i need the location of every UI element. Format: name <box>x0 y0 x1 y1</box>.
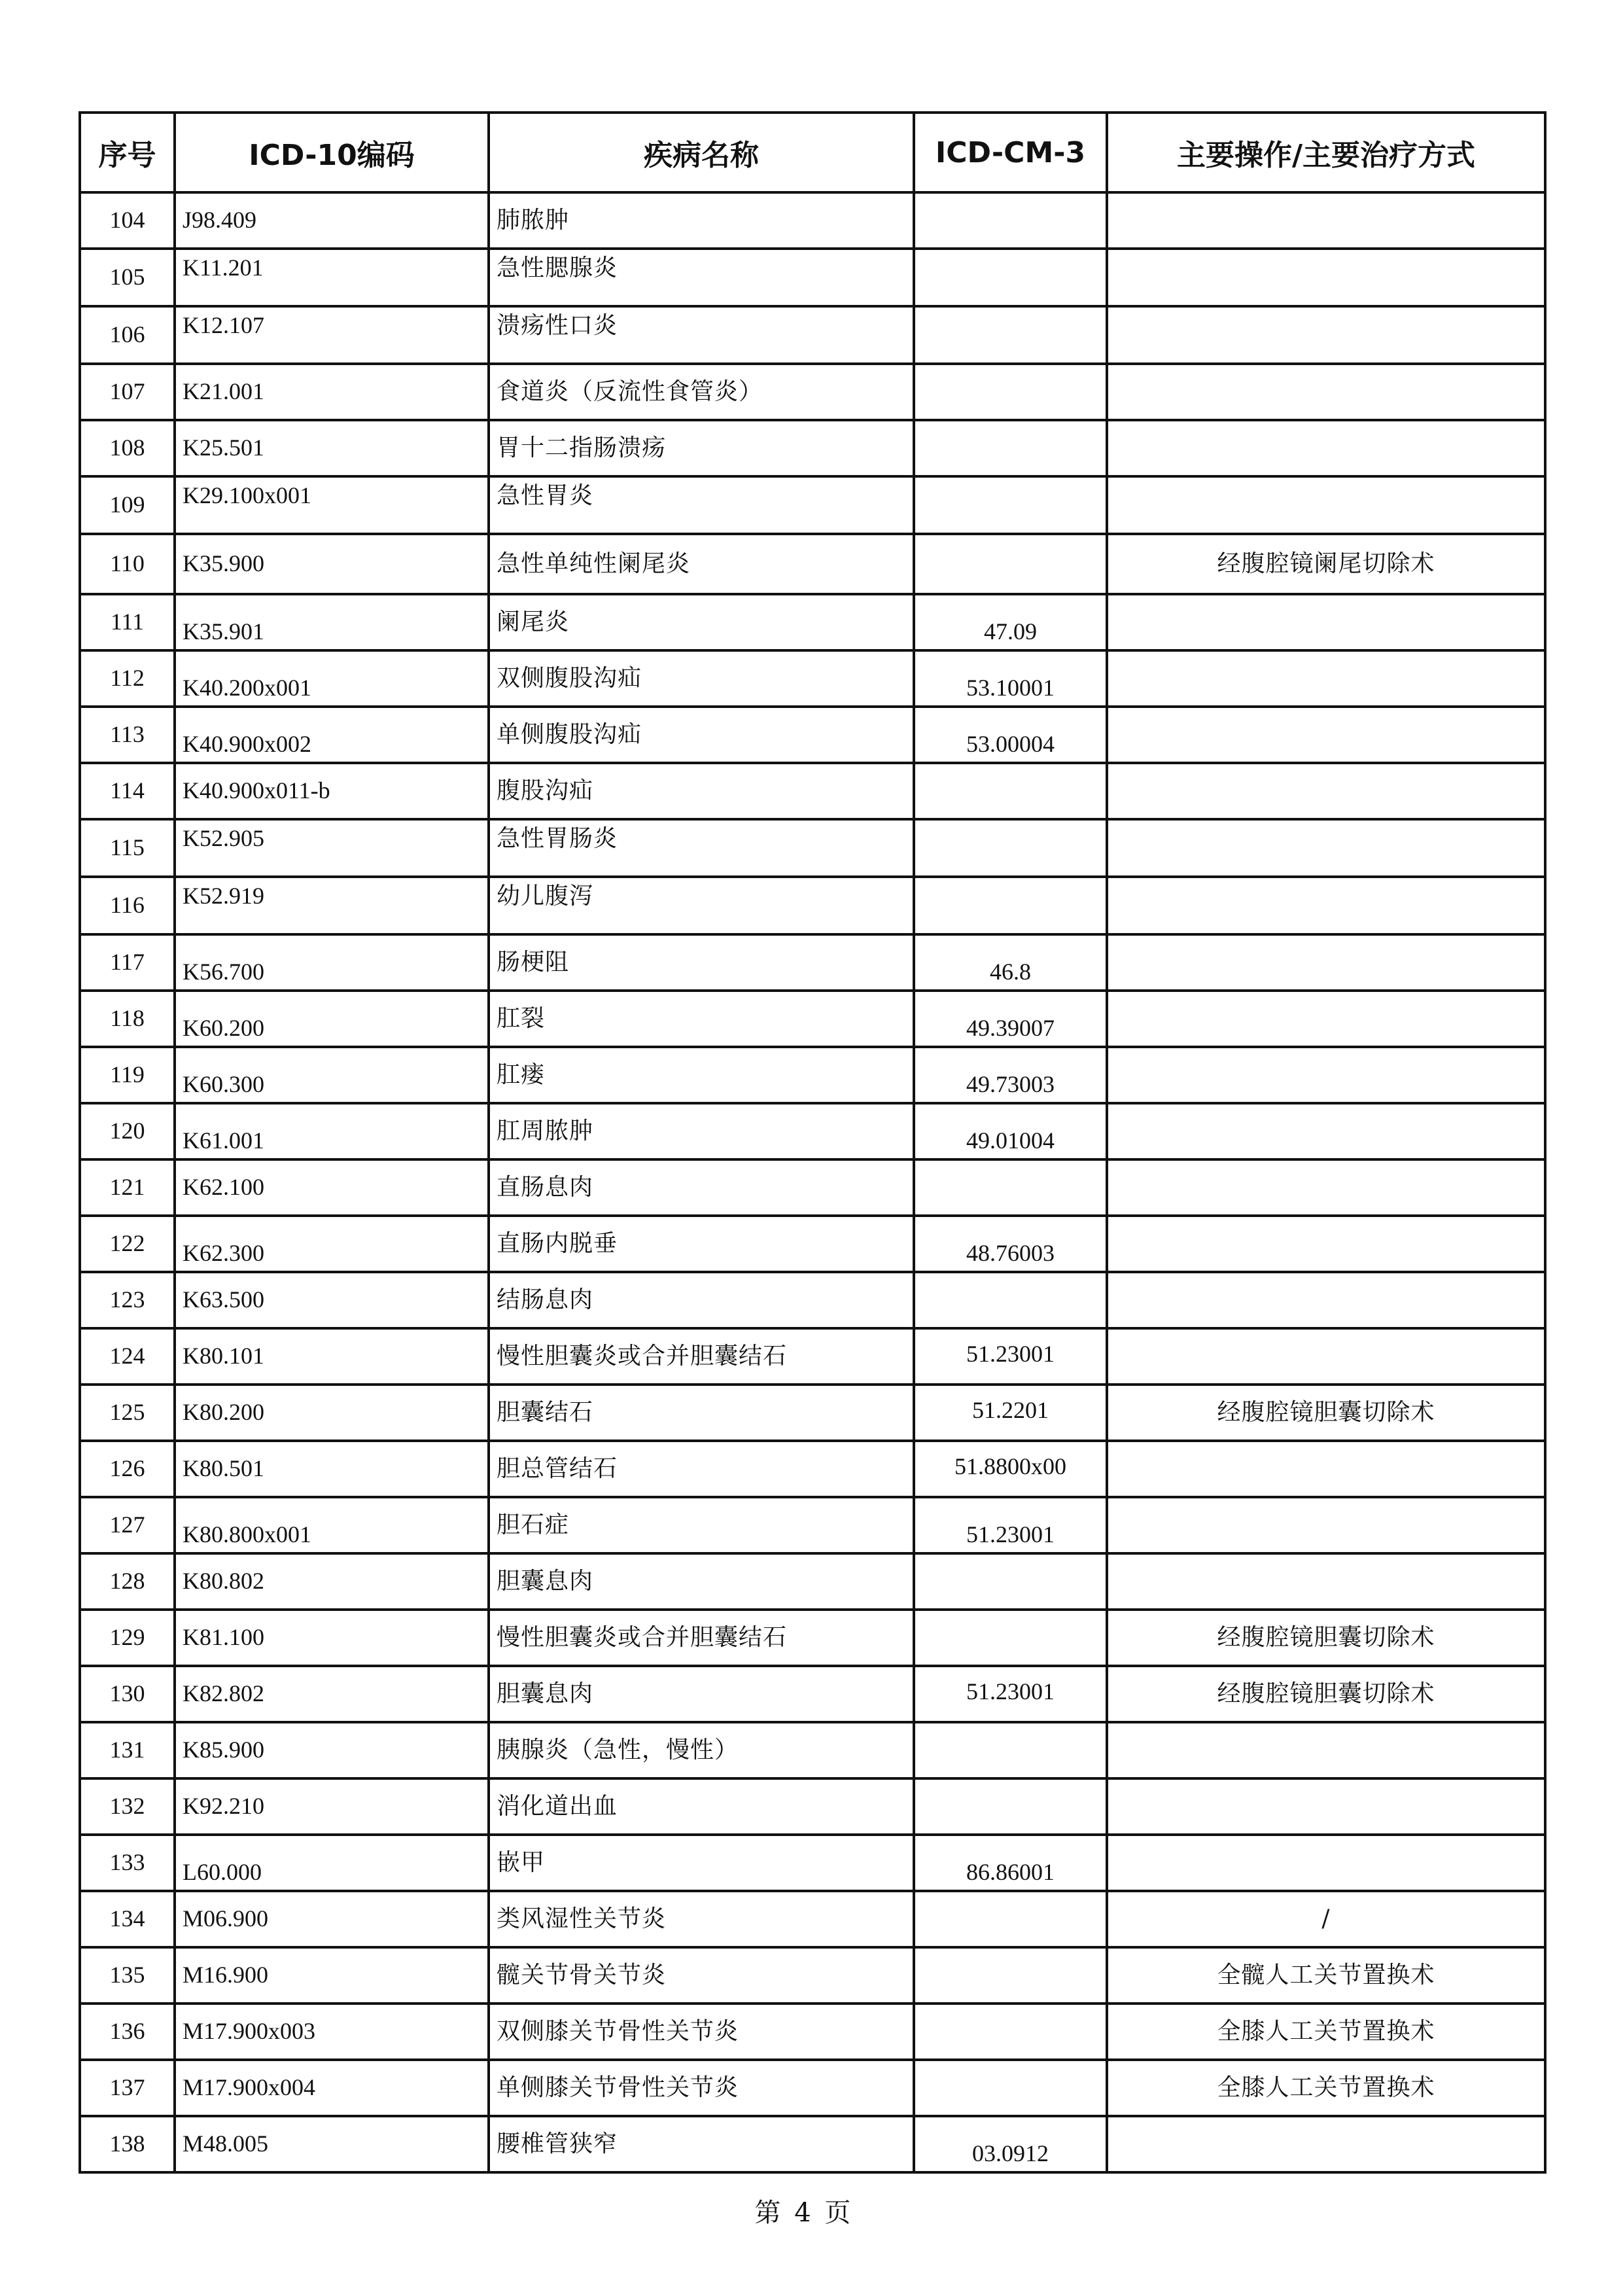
cell-seq: 126 <box>80 1441 175 1497</box>
cell-icd10-code: K61.001 <box>175 1103 489 1159</box>
cell-main-operation <box>1107 1441 1545 1497</box>
cell-seq: 125 <box>80 1385 175 1441</box>
cell-icd-cm-3 <box>914 2004 1107 2060</box>
cell-icd-cm-3 <box>914 476 1107 534</box>
cell-seq: 123 <box>80 1272 175 1328</box>
cell-icd10-code: K62.100 <box>175 1159 489 1216</box>
cell-icd10-code: J98.409 <box>175 192 489 249</box>
table-row <box>80 594 1545 650</box>
table-row <box>80 1835 1545 1891</box>
cell-seq: 127 <box>80 1497 175 1553</box>
table-row <box>80 707 1545 763</box>
cell-main-operation: 经腹腔镜阑尾切除术 <box>1107 534 1545 594</box>
cell-icd10-code: K40.900x011-b <box>175 763 489 819</box>
cell-disease-name: 溃疡性口炎 <box>489 306 914 364</box>
cell-seq: 104 <box>80 192 175 249</box>
cell-main-operation <box>1107 2116 1545 2172</box>
cell-main-operation: / <box>1107 1891 1545 1947</box>
cell-main-operation <box>1107 1722 1545 1778</box>
cell-icd-cm-3: 53.00004 <box>914 707 1107 763</box>
cell-main-operation <box>1107 877 1545 934</box>
cell-seq: 128 <box>80 1553 175 1610</box>
table-row <box>80 2116 1545 2172</box>
cell-disease-name: 胃十二指肠溃疡 <box>489 420 914 476</box>
cell-seq: 106 <box>80 306 175 364</box>
cell-main-operation <box>1107 1159 1545 1216</box>
table-row <box>80 534 1545 594</box>
table-row <box>80 1047 1545 1103</box>
table-row <box>80 1328 1545 1385</box>
cell-icd10-code: K80.200 <box>175 1385 489 1441</box>
cell-main-operation: 经腹腔镜胆囊切除术 <box>1107 1385 1545 1441</box>
cell-disease-name: 肛周脓肿 <box>489 1103 914 1159</box>
cell-icd10-code: K35.901 <box>175 594 489 650</box>
cell-disease-name: 髋关节骨关节炎 <box>489 1947 914 2004</box>
cell-disease-name: 胆囊息肉 <box>489 1553 914 1610</box>
cell-seq: 132 <box>80 1778 175 1835</box>
cell-icd10-code: K80.800x001 <box>175 1497 489 1553</box>
cell-main-operation <box>1107 306 1545 364</box>
table-row <box>80 650 1545 707</box>
cell-disease-name: 结肠息肉 <box>489 1272 914 1328</box>
table-row <box>80 1891 1545 1947</box>
cell-seq: 137 <box>80 2060 175 2116</box>
cell-icd10-code: M16.900 <box>175 1947 489 2004</box>
cell-seq: 136 <box>80 2004 175 2060</box>
cell-icd10-code: K29.100x001 <box>175 476 489 534</box>
cell-seq: 134 <box>80 1891 175 1947</box>
table-row <box>80 934 1545 991</box>
cell-seq: 116 <box>80 877 175 934</box>
cell-disease-name: 胰腺炎（急性，慢性） <box>489 1722 914 1778</box>
cell-main-operation <box>1107 1047 1545 1103</box>
cell-icd10-code: K21.001 <box>175 364 489 420</box>
cell-icd10-code: K80.501 <box>175 1441 489 1497</box>
table-row <box>80 2060 1545 2116</box>
cell-icd-cm-3 <box>914 364 1107 420</box>
cell-seq: 113 <box>80 707 175 763</box>
table-row <box>80 249 1545 306</box>
cell-icd-cm-3 <box>914 1159 1107 1216</box>
cell-disease-name: 双侧腹股沟疝 <box>489 650 914 707</box>
cell-icd-cm-3: 51.23001 <box>914 1328 1107 1385</box>
cell-icd10-code: K25.501 <box>175 420 489 476</box>
header-icd-cm-3: ICD-CM-3 <box>914 113 1107 192</box>
cell-seq: 108 <box>80 420 175 476</box>
cell-disease-name: 肺脓肿 <box>489 192 914 249</box>
cell-icd-cm-3 <box>914 1553 1107 1610</box>
cell-disease-name: 肠梗阻 <box>489 934 914 991</box>
cell-disease-name: 胆囊结石 <box>489 1385 914 1441</box>
header-icd10: ICD-10编码 <box>175 113 489 192</box>
table-body <box>80 192 1545 2172</box>
cell-disease-name: 肛裂 <box>489 991 914 1047</box>
cell-main-operation <box>1107 707 1545 763</box>
cell-disease-name: 急性胃肠炎 <box>489 819 914 877</box>
header-seq: 序号 <box>80 113 175 192</box>
cell-icd-cm-3 <box>914 420 1107 476</box>
page-number: 第 4 页 <box>754 2198 854 2228</box>
cell-disease-name: 腹股沟疝 <box>489 763 914 819</box>
cell-seq: 114 <box>80 763 175 819</box>
cell-seq: 120 <box>80 1103 175 1159</box>
table-row <box>80 991 1545 1047</box>
cell-icd-cm-3 <box>914 306 1107 364</box>
cell-icd-cm-3 <box>914 1891 1107 1947</box>
table-row <box>80 1216 1545 1272</box>
cell-icd-cm-3: 49.39007 <box>914 991 1107 1047</box>
table-row <box>80 819 1545 877</box>
table-row <box>80 763 1545 819</box>
cell-icd10-code: K60.200 <box>175 991 489 1047</box>
cell-main-operation <box>1107 1497 1545 1553</box>
cell-icd10-code: K40.200x001 <box>175 650 489 707</box>
table-row <box>80 1103 1545 1159</box>
cell-disease-name: 单侧腹股沟疝 <box>489 707 914 763</box>
table-row <box>80 1947 1545 2004</box>
table-row <box>80 1497 1545 1553</box>
table-row <box>80 1272 1545 1328</box>
cell-main-operation: 经腹腔镜胆囊切除术 <box>1107 1610 1545 1666</box>
cell-icd-cm-3: 86.86001 <box>914 1835 1107 1891</box>
cell-icd10-code: K60.300 <box>175 1047 489 1103</box>
cell-seq: 115 <box>80 819 175 877</box>
cell-main-operation <box>1107 819 1545 877</box>
cell-main-operation <box>1107 1778 1545 1835</box>
cell-disease-name: 胆石症 <box>489 1497 914 1553</box>
cell-icd10-code: K40.900x002 <box>175 707 489 763</box>
cell-icd10-code: K85.900 <box>175 1722 489 1778</box>
cell-disease-name: 急性胃炎 <box>489 476 914 534</box>
cell-seq: 117 <box>80 934 175 991</box>
cell-icd-cm-3: 51.2201 <box>914 1385 1107 1441</box>
cell-icd10-code: K35.900 <box>175 534 489 594</box>
cell-main-operation <box>1107 192 1545 249</box>
cell-main-operation: 全膝人工关节置换术 <box>1107 2004 1545 2060</box>
table-row <box>80 1778 1545 1835</box>
cell-icd-cm-3: 03.0912 <box>914 2116 1107 2172</box>
cell-main-operation: 全膝人工关节置换术 <box>1107 2060 1545 2116</box>
cell-main-operation <box>1107 1216 1545 1272</box>
cell-disease-name: 慢性胆囊炎或合并胆囊结石 <box>489 1610 914 1666</box>
cell-disease-name: 单侧膝关节骨性关节炎 <box>489 2060 914 2116</box>
cell-seq: 122 <box>80 1216 175 1272</box>
cell-seq: 131 <box>80 1722 175 1778</box>
cell-icd-cm-3 <box>914 1272 1107 1328</box>
cell-icd10-code: M06.900 <box>175 1891 489 1947</box>
cell-disease-name: 直肠内脱垂 <box>489 1216 914 1272</box>
cell-icd-cm-3: 49.01004 <box>914 1103 1107 1159</box>
cell-disease-name: 胆总管结石 <box>489 1441 914 1497</box>
cell-main-operation <box>1107 991 1545 1047</box>
cell-disease-name: 肛瘘 <box>489 1047 914 1103</box>
table-row <box>80 476 1545 534</box>
cell-icd10-code: K12.107 <box>175 306 489 364</box>
cell-icd10-code: K52.919 <box>175 877 489 934</box>
icd-disease-table <box>79 111 1547 2174</box>
cell-seq: 109 <box>80 476 175 534</box>
cell-main-operation <box>1107 420 1545 476</box>
table-row <box>80 192 1545 249</box>
header-disease-name: 疾病名称 <box>489 113 914 192</box>
cell-seq: 130 <box>80 1666 175 1722</box>
cell-icd-cm-3: 53.10001 <box>914 650 1107 707</box>
cell-main-operation <box>1107 249 1545 306</box>
cell-seq: 135 <box>80 1947 175 2004</box>
cell-icd-cm-3 <box>914 1610 1107 1666</box>
cell-icd10-code: K63.500 <box>175 1272 489 1328</box>
header-main-operation: 主要操作/主要治疗方式 <box>1107 113 1545 192</box>
cell-seq: 107 <box>80 364 175 420</box>
cell-disease-name: 直肠息肉 <box>489 1159 914 1216</box>
cell-icd-cm-3 <box>914 1778 1107 1835</box>
cell-disease-name: 双侧膝关节骨性关节炎 <box>489 2004 914 2060</box>
cell-seq: 138 <box>80 2116 175 2172</box>
cell-icd-cm-3 <box>914 877 1107 934</box>
cell-seq: 133 <box>80 1835 175 1891</box>
table-row <box>80 1722 1545 1778</box>
cell-seq: 110 <box>80 534 175 594</box>
cell-seq: 129 <box>80 1610 175 1666</box>
cell-disease-name: 幼儿腹泻 <box>489 877 914 934</box>
cell-icd10-code: K81.100 <box>175 1610 489 1666</box>
cell-icd10-code: K56.700 <box>175 934 489 991</box>
cell-disease-name: 急性单纯性阑尾炎 <box>489 534 914 594</box>
cell-disease-name: 腰椎管狭窄 <box>489 2116 914 2172</box>
cell-icd10-code: M17.900x003 <box>175 2004 489 2060</box>
cell-seq: 112 <box>80 650 175 707</box>
cell-icd10-code: K80.101 <box>175 1328 489 1385</box>
cell-icd-cm-3: 47.09 <box>914 594 1107 650</box>
cell-icd-cm-3 <box>914 2060 1107 2116</box>
table-row <box>80 1610 1545 1666</box>
cell-main-operation <box>1107 1103 1545 1159</box>
cell-seq: 118 <box>80 991 175 1047</box>
cell-icd-cm-3 <box>914 819 1107 877</box>
cell-icd-cm-3 <box>914 1947 1107 2004</box>
cell-main-operation <box>1107 594 1545 650</box>
cell-seq: 119 <box>80 1047 175 1103</box>
cell-main-operation: 全髋人工关节置换术 <box>1107 1947 1545 2004</box>
cell-disease-name: 食道炎（反流性食管炎） <box>489 364 914 420</box>
cell-icd10-code: M48.005 <box>175 2116 489 2172</box>
cell-seq: 111 <box>80 594 175 650</box>
cell-disease-name: 消化道出血 <box>489 1778 914 1835</box>
table-header-row <box>80 113 1545 192</box>
cell-disease-name: 慢性胆囊炎或合并胆囊结石 <box>489 1328 914 1385</box>
cell-icd10-code: K11.201 <box>175 249 489 306</box>
cell-main-operation <box>1107 650 1545 707</box>
table-row <box>80 877 1545 934</box>
cell-main-operation: 经腹腔镜胆囊切除术 <box>1107 1666 1545 1722</box>
cell-main-operation <box>1107 1553 1545 1610</box>
cell-icd10-code: K82.802 <box>175 1666 489 1722</box>
cell-main-operation <box>1107 1835 1545 1891</box>
cell-main-operation <box>1107 364 1545 420</box>
cell-icd10-code: M17.900x004 <box>175 2060 489 2116</box>
cell-seq: 124 <box>80 1328 175 1385</box>
cell-icd10-code: L60.000 <box>175 1835 489 1891</box>
cell-icd-cm-3 <box>914 249 1107 306</box>
cell-icd-cm-3: 51.23001 <box>914 1666 1107 1722</box>
cell-icd10-code: K62.300 <box>175 1216 489 1272</box>
cell-main-operation <box>1107 476 1545 534</box>
table-row <box>80 1666 1545 1722</box>
cell-icd-cm-3: 49.73003 <box>914 1047 1107 1103</box>
cell-disease-name: 急性腮腺炎 <box>489 249 914 306</box>
table-row <box>80 2004 1545 2060</box>
cell-disease-name: 阑尾炎 <box>489 594 914 650</box>
cell-icd-cm-3: 51.23001 <box>914 1497 1107 1553</box>
cell-icd10-code: K52.905 <box>175 819 489 877</box>
cell-main-operation <box>1107 1272 1545 1328</box>
cell-icd-cm-3: 46.8 <box>914 934 1107 991</box>
cell-icd-cm-3: 51.8800x00 <box>914 1441 1107 1497</box>
table-row <box>80 1553 1545 1610</box>
cell-icd-cm-3: 48.76003 <box>914 1216 1107 1272</box>
cell-seq: 121 <box>80 1159 175 1216</box>
cell-main-operation <box>1107 934 1545 991</box>
cell-icd-cm-3 <box>914 763 1107 819</box>
table-row <box>80 1159 1545 1216</box>
table-row <box>80 1385 1545 1441</box>
cell-icd-cm-3 <box>914 534 1107 594</box>
cell-disease-name: 嵌甲 <box>489 1835 914 1891</box>
cell-icd-cm-3 <box>914 192 1107 249</box>
table-row <box>80 364 1545 420</box>
cell-icd10-code: K80.802 <box>175 1553 489 1610</box>
table-row <box>80 1441 1545 1497</box>
cell-seq: 105 <box>80 249 175 306</box>
cell-disease-name: 胆囊息肉 <box>489 1666 914 1722</box>
cell-icd10-code: K92.210 <box>175 1778 489 1835</box>
cell-main-operation <box>1107 763 1545 819</box>
table-row <box>80 306 1545 364</box>
cell-main-operation <box>1107 1328 1545 1385</box>
cell-disease-name: 类风湿性关节炎 <box>489 1891 914 1947</box>
cell-icd-cm-3 <box>914 1722 1107 1778</box>
table-row <box>80 420 1545 476</box>
